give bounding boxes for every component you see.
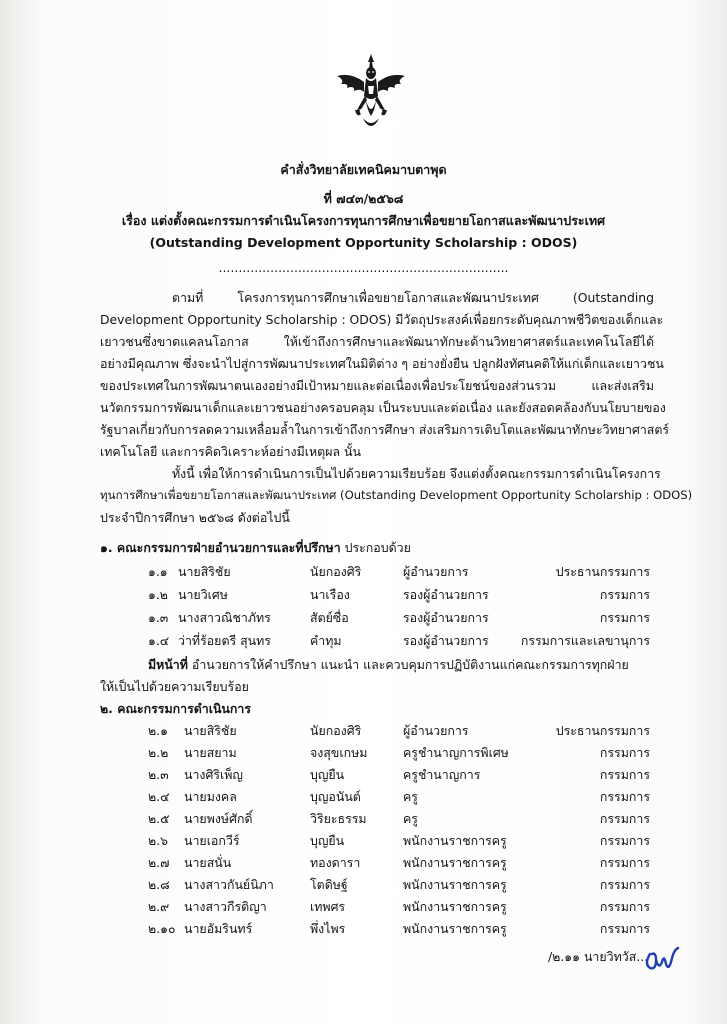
member-role: กรรมการ [599,899,650,914]
member-name: นายสิริชัย [184,723,237,738]
member-name: นางศิริเพ็ญ [184,767,243,782]
member-surname: จงสุขเกษม [310,745,368,760]
continuation-note: /๒.๑๑ นายวิทวัส... [548,949,649,964]
member-role: กรรมการ [599,745,650,760]
member-number: ๒.๕ [148,811,170,826]
member-position: รองผู้อำนวยการ [403,610,489,625]
member-name: นางสาวกันย์นิภา [184,877,274,892]
member-number: ๒.๖ [148,833,168,848]
member-position: พนักงานราชการครู [403,833,507,848]
member-role: กรรมการ [599,587,650,602]
member-number: ๑.๒ [148,587,168,602]
section1-suffix: ประกอบด้วย [344,540,411,555]
member-name: นายสนั่น [184,855,232,870]
member-name: นายสยาม [184,745,237,760]
member-position: พนักงานราชการครู [403,855,507,870]
section1-title: ๑. คณะกรรมการฝ่ายอำนวยการและที่ปรึกษา [100,540,341,555]
member-role: กรรมการ [599,767,650,782]
member-number: ๑.๓ [148,610,169,625]
duty-text: อำนวยการให้คำปรึกษา แนะนำ และควบคุมการปฏิบัติงานแก่คณะกรรมการทุกฝ่าย [191,657,629,672]
member-surname: โตดิษฐ์ [310,877,348,892]
para1-line: รัฐบาลเกี่ยวกับการลดความเหลื่อมล้ำในการเข้าถึงการศึกษา ส่งเสริมการเติบโตและพัฒนาทักษะวิทยาศาสตร์ [100,422,670,437]
member-surname: เทพศร [310,899,346,914]
member-surname: นัยกองศิริ [310,723,362,738]
member-position: ครู [403,811,418,826]
member-name: นายวิเศษ [178,587,228,602]
member-position: ผู้อำนวยการ [403,564,469,579]
member-number: ๑.๑ [148,564,168,579]
member-name: นายพงษ์ศักดิ์ [184,811,253,826]
member-number: ๒.๘ [148,877,170,892]
member-number: ๒.๒ [148,745,169,760]
member-name: นางสาวกีรติญา [184,899,267,914]
para1-line: อย่างมีคุณภาพ ซึ่งจะนำไปสู่การพัฒนาประเทศในมิติต่าง ๆ อย่างยั่งยืน ปลูกฝังทัศนคติให้แก่เด็กและเยาวชน [100,356,664,371]
member-surname: สัตย์ซื่อ [310,610,349,625]
garuda-emblem-icon [331,52,411,132]
section2-heading: ๒. คณะกรรมการดำเนินการ [100,701,252,716]
duty-label: มีหน้าที่ [148,657,188,672]
subject-english: (Outstanding Development Opportunity Scholarship : ODOS) [149,235,578,250]
member-role: กรรมการและเลขานุการ [520,633,650,648]
member-role: กรรมการ [599,610,650,625]
section1-duty [148,656,629,675]
member-surname: วิริยะธรรม [310,811,367,826]
para1-line: ตามที่ โครงการทุนการศึกษาเพื่อขยายโอกาสและพัฒนาประเทศ (Outstanding [172,290,654,305]
member-surname: นัยกองศิริ [310,564,362,579]
member-number: ๑.๔ [148,633,170,648]
member-number: ๒.๔ [148,789,170,804]
member-position: ครู [403,789,418,804]
member-number: ๒.๙ [148,899,170,914]
order-number: ที่ ๗๔๓/๒๕๖๘ [323,191,404,206]
member-role: กรรมการ [599,833,650,848]
member-surname: บุญยืน [310,767,345,782]
para1-line: Development Opportunity Scholarship : ODOS) มีวัตถุประสงค์เพื่อยกระดับคุณภาพชีวิตของเด็กและ [100,312,664,327]
member-number: ๒.๑ [148,723,168,738]
para2-line: ทุนการศึกษาเพื่อขยายโอกาสและพัฒนาประเทศ (Outstanding Development Opportunity Scholarship : ODOS) [100,488,693,502]
member-name: ว่าที่ร้อยตรี สุนทร [178,633,271,648]
member-number: ๒.๑๐ [148,921,176,936]
member-role: กรรมการ [599,789,650,804]
initials-signature-icon [642,944,682,974]
member-number: ๒.๓ [148,767,169,782]
member-name: นายสิริชัย [178,564,231,579]
member-position: พนักงานราชการครู [403,877,507,892]
member-position: ครูชำนาญการพิเศษ [403,745,509,760]
member-position: ครูชำนาญการ [403,767,481,782]
member-surname: บุญอนันต์ [310,789,361,804]
member-surname: ทองดารา [310,855,361,870]
member-name: นายเอกวีร์ [184,833,240,848]
member-surname: บุญยืน [310,833,345,848]
member-position: ผู้อำนวยการ [403,723,469,738]
member-position: พนักงานราชการครู [403,921,507,936]
subject-line: เรื่อง แต่งตั้งคณะกรรมการดำเนินโครงการทุนการศึกษาเพื่อขยายโอกาสและพัฒนาประเทศ [121,213,606,228]
section1-duty-cont: ให้เป็นไปด้วยความเรียบร้อย [100,679,249,694]
member-role: ประธานกรรมการ [555,564,650,579]
para1-line: ของประเทศในการพัฒนาตนเองอย่างมีเป้าหมายและต่อเนื่องเพื่อประโยชน์ของส่วนรวม และส่งเสริม [100,378,654,393]
member-surname: นาเรือง [310,587,350,602]
header-separator: ......................................................................... [218,260,509,275]
member-role: ประธานกรรมการ [555,723,650,738]
section1-heading [100,539,411,558]
para2-line: ทั้งนี้ เพื่อให้การดำเนินการเป็นไปด้วยความเรียบร้อย จึงแต่งตั้งคณะกรรมการดำเนินโครงการ [172,466,661,481]
member-surname: พึ่งไพร [310,921,346,936]
member-role: กรรมการ [599,921,650,936]
para1-line: นวัตกรรมการพัฒนาเด็กและเยาวชนอย่างครอบคลุม เป็นระบบและต่อเนื่อง และยังสอดคล้องกับนโยบายของ [100,400,666,415]
member-role: กรรมการ [599,877,650,892]
member-name: นางสาวณิชาภัทร [178,610,271,625]
para1-line: เทคโนโลยี และการคิดวิเคราะห์อย่างมีเหตุผล นั้น [100,444,361,459]
member-position: พนักงานราชการครู [403,899,507,914]
member-surname: คำทุม [310,633,342,648]
order-title: คำสั่งวิทยาลัยเทคนิคมาบตาพุด [280,162,447,177]
member-position: รองผู้อำนวยการ [403,587,489,602]
member-name: นายอัมรินทร์ [184,921,253,936]
member-number: ๒.๗ [148,855,170,870]
member-role: กรรมการ [599,855,650,870]
member-name: นายมงคล [184,789,237,804]
para2-line: ประจำปีการศึกษา ๒๕๖๘ ดังต่อไปนี้ [100,510,290,525]
member-role: กรรมการ [599,811,650,826]
member-position: รองผู้อำนวยการ [403,633,489,648]
para1-line: เยาวชนซึ่งขาดแคลนโอกาส ให้เข้าถึงการศึกษาและพัฒนาทักษะด้านวิทยาศาสตร์และเทคโนโลยีได้ [100,334,654,349]
